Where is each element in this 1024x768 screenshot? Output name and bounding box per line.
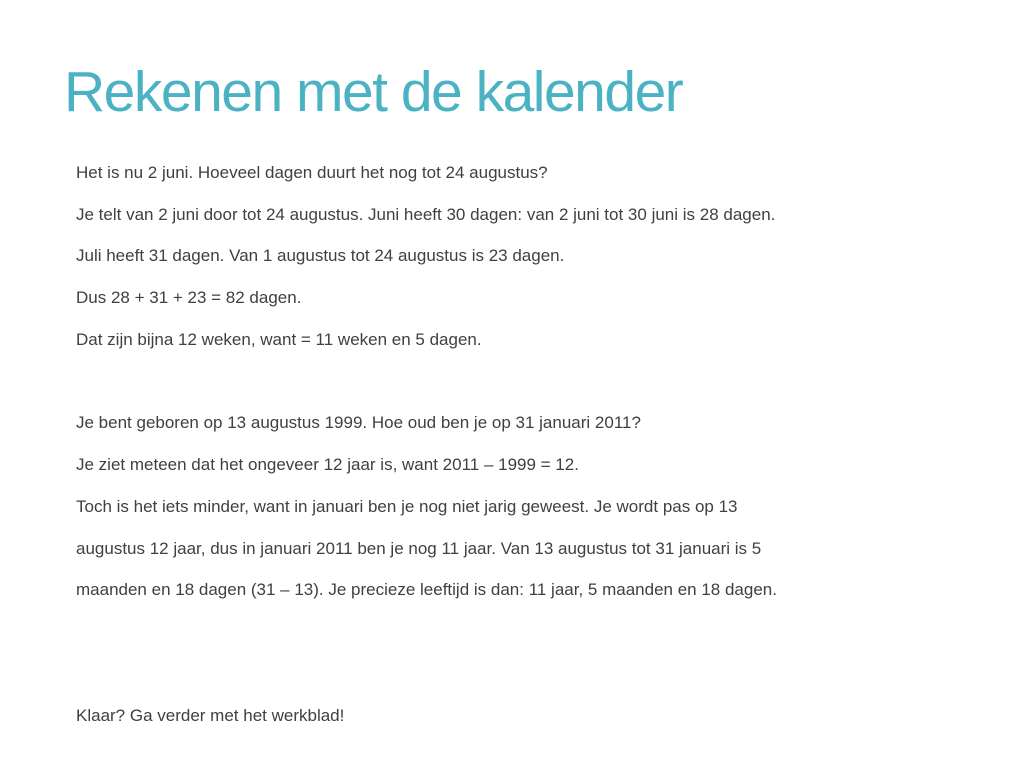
body-line-july-august-days: Juli heeft 31 dagen. Van 1 augustus tot 24 augustus is 23 dagen.	[76, 246, 565, 265]
body-line-june-days: Je telt van 2 juni door tot 24 augustus. Juni heeft 30 dagen: van 2 juni tot 30 juni is 28 dagen.	[76, 205, 776, 224]
body-line-estimate: Je ziet meteen dat het ongeveer 12 jaar is, want 2011 – 1999 = 12.	[76, 455, 579, 474]
body-line-weeks: Dat zijn bijna 12 weken, want = 11 weken en 5 dagen.	[76, 330, 482, 349]
body-line-question-age: Je bent geboren op 13 augustus 1999. Hoe oud ben je op 31 januari 2011?	[76, 413, 641, 432]
body-line-correction-3: maanden en 18 dagen (31 – 13). Je precieze leeftijd is dan: 11 jaar, 5 maanden en 18 dagen.	[76, 580, 777, 599]
body-line-question-days: Het is nu 2 juni. Hoeveel dagen duurt het nog tot 24 augustus?	[76, 163, 548, 182]
slide-title: Rekenen met de kalender	[64, 60, 683, 124]
body-line-sum: Dus 28 + 31 + 23 = 82 dagen.	[76, 288, 302, 307]
body-line-correction-2: augustus 12 jaar, dus in januari 2011 ben je nog 11 jaar. Van 13 augustus tot 31 januari is 5	[76, 539, 762, 558]
body-line-correction-1: Toch is het iets minder, want in januari ben je nog niet jarig geweest. Je wordt pas op 13	[76, 497, 738, 516]
body-line-closing: Klaar? Ga verder met het werkblad!	[76, 706, 345, 725]
